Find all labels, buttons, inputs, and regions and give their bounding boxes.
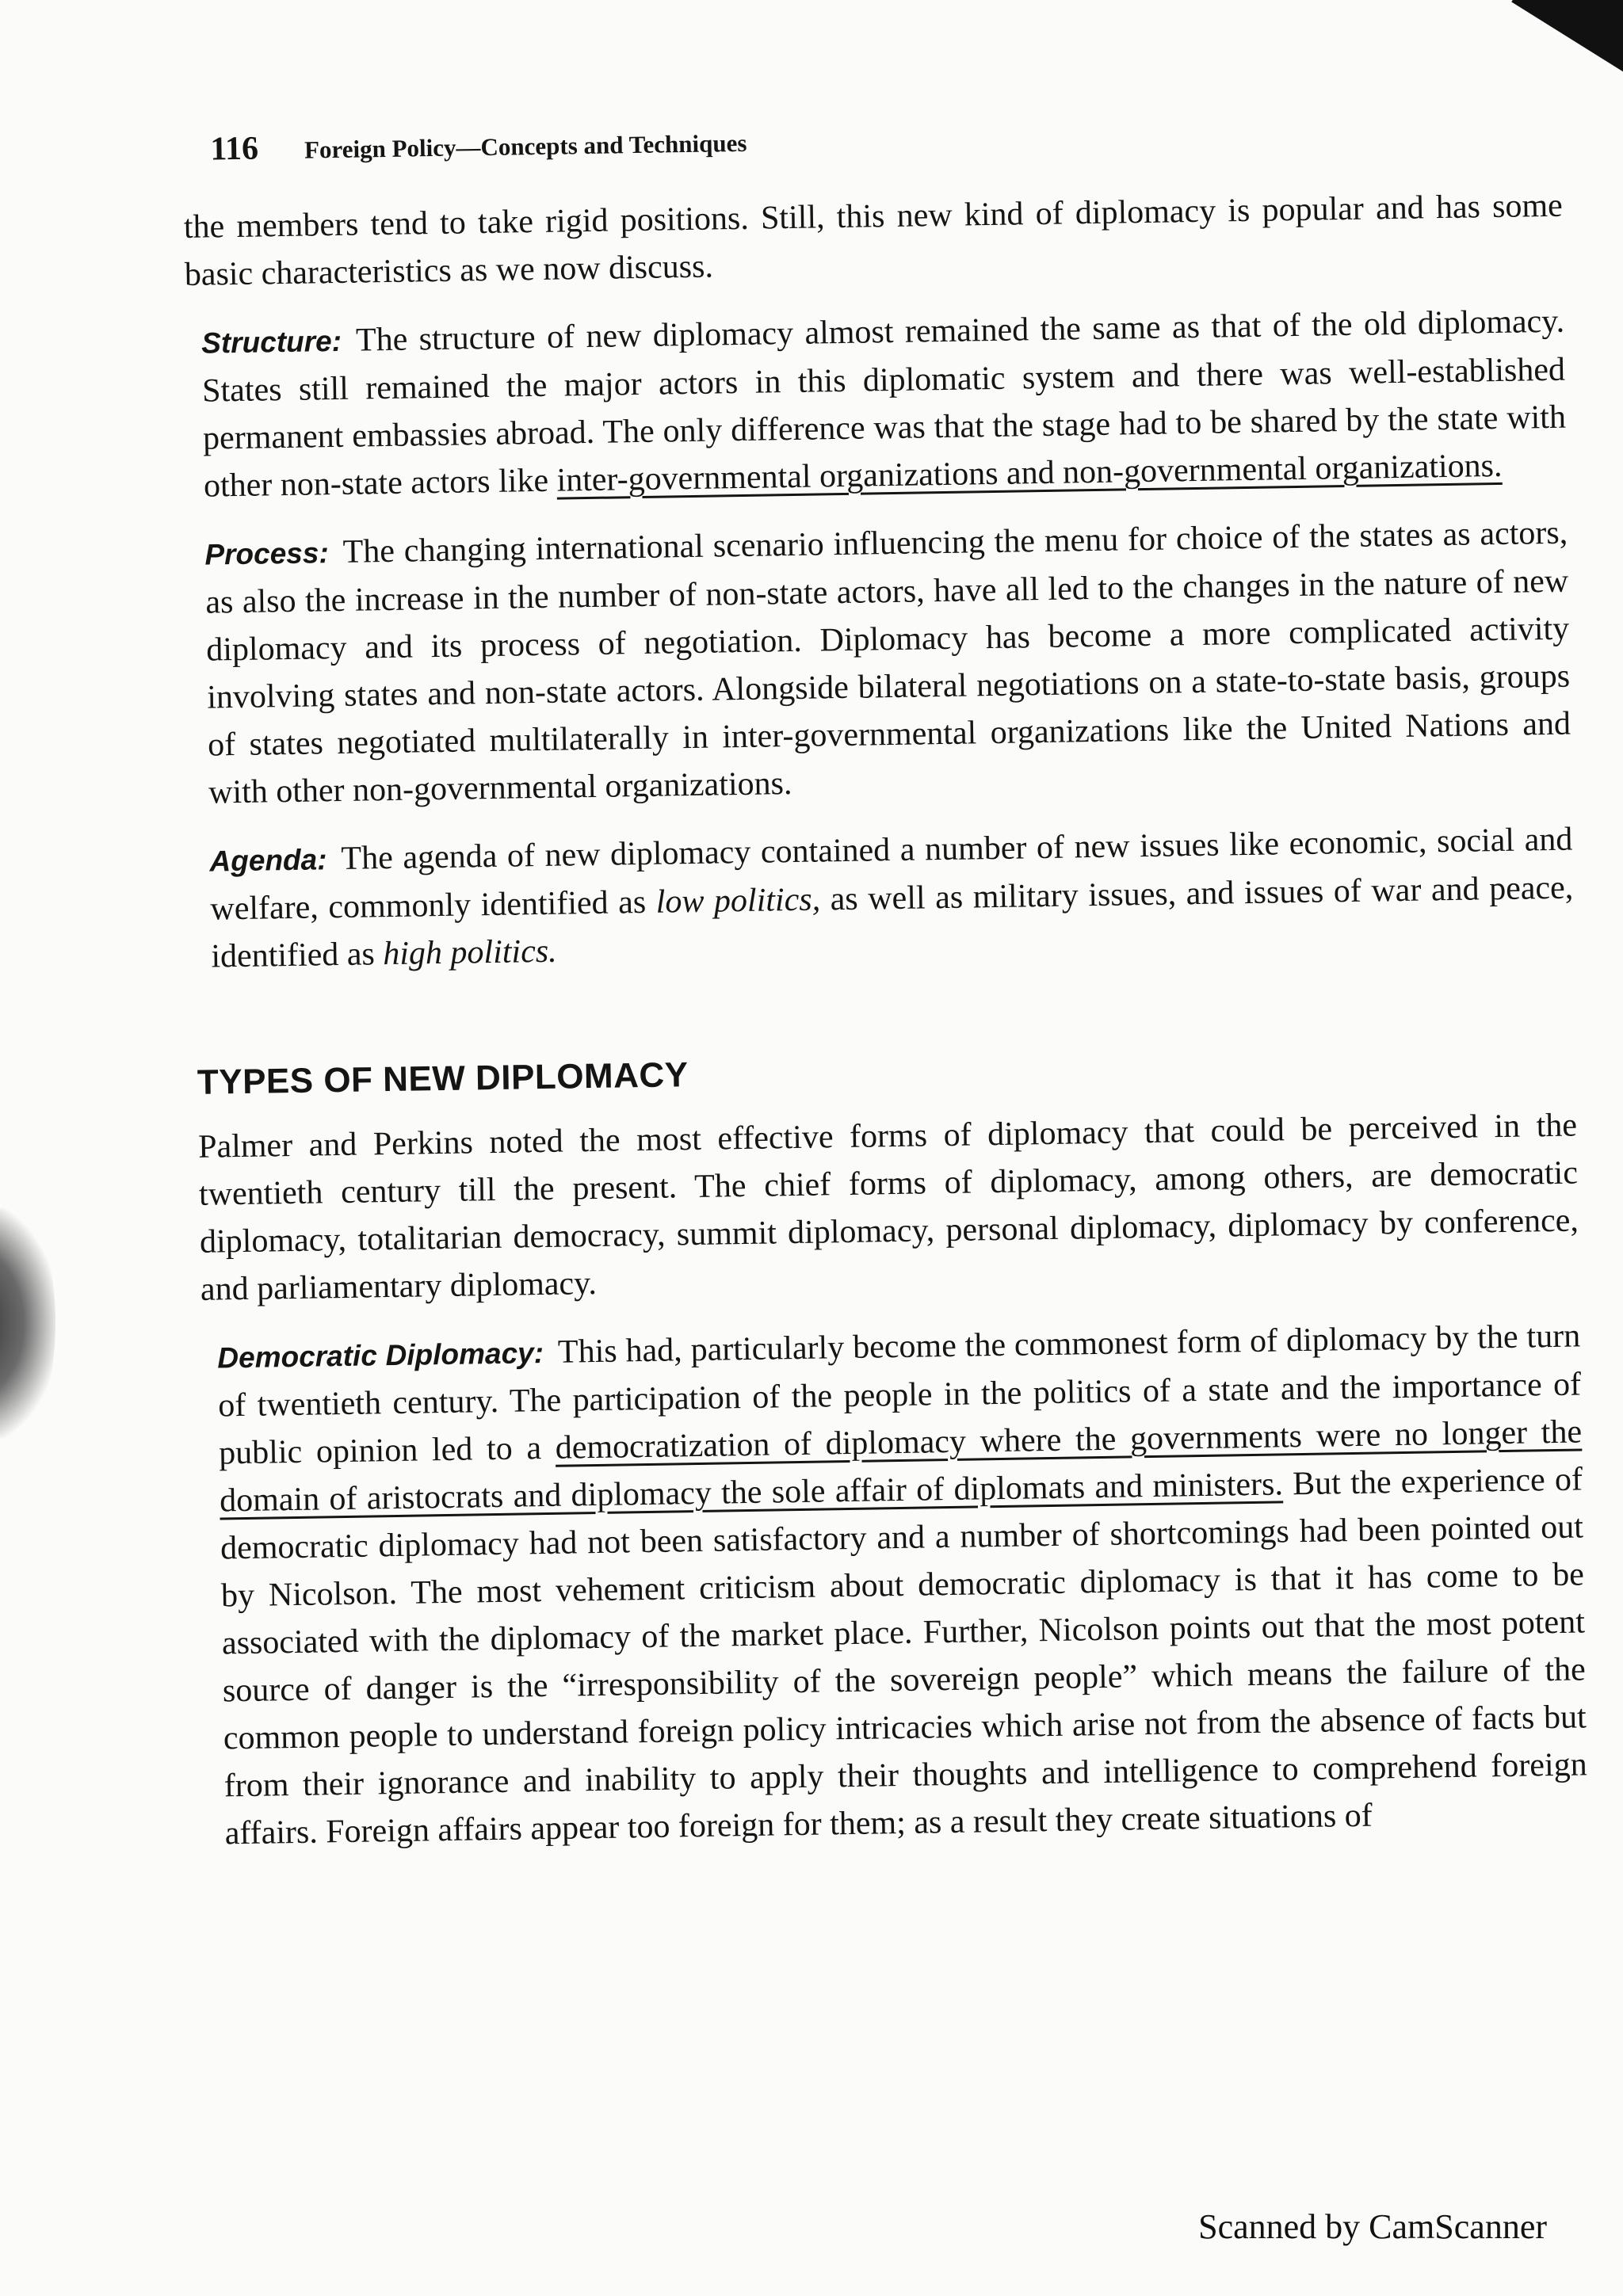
democratic-text-1: This had, particularly become the commonest form of diplomacy by the turn of twentieth century. The participation of the people in the politics of a state and the importance of public opinion led to a xyxy=(217,1318,1582,1472)
agenda-label: Agenda: xyxy=(209,843,327,878)
running-head: Foreign Policy—Concepts and Techniques xyxy=(304,128,747,164)
page-content xyxy=(182,109,1588,1878)
section-heading: TYPES OF NEW DIPLOMACY xyxy=(197,1055,689,1102)
structure-label: Structure: xyxy=(200,324,342,360)
page-header xyxy=(210,109,1562,169)
types-paragraph: Palmer and Perkins noted the most effective forms of diplomacy that could be perceived in the twentieth century till the present. The chief forms of diplomacy, among others, are democratic diplomacy, totalitarian democracy, summit diplomacy, personal diplomacy, diplomacy by conference, and parliamentary diplomacy. xyxy=(197,1107,1579,1308)
structure-paragraph xyxy=(185,298,1568,510)
agenda-high-politics: high politics. xyxy=(382,933,557,973)
process-text: The changing international scenario influencing the menu for choice of the states as actors, as also the increase in the number of non-state actors, have all led to the changes in the nature of new diplomacy and its process of negotiation. Diplomacy has become a more complicated activity involving states and non-state actors. Alongside bilateral negotiations on a state-to-state basis, groups of states negotiated multilaterally in inter-governmental organizations like the United Nations and with other non-governmental organizations. xyxy=(204,514,1571,811)
scan-corner-shadow xyxy=(1511,0,1623,78)
page-number: 116 xyxy=(210,130,259,168)
democratic-paragraph xyxy=(201,1312,1588,1857)
agenda-text-2: as well as military issues, and issues of war and peace, identified as xyxy=(211,869,1574,975)
scan-edge-shadow xyxy=(0,1204,55,1442)
process-paragraph xyxy=(189,509,1571,817)
democratic-underlined-text: democratization of diplomacy where the governments were no longer the domain of aristocrats and diplomacy the sole affair of diplomats and ministers. xyxy=(219,1413,1583,1520)
agenda-text-1: The agenda of new diplomacy contained a number of new issues like economic, social and welfare, commonly identified as xyxy=(210,821,1573,928)
structure-text: The structure of new diplomacy almost remained the same as that of the old diplomacy. States still remained the major actors in this diplomatic system and there was well-established permanent embassies abroad. The only difference was that the stage had to be shared by the state with other non-state actors like xyxy=(201,303,1567,505)
democratic-label: Democratic Diplomacy: xyxy=(217,1337,544,1375)
intro-paragraph: the members tend to take rigid positions. Still, this new kind of diplomacy is popular and has some basic characteristics as we now discuss. xyxy=(183,187,1564,293)
agenda-low-politics: low politics, xyxy=(655,881,821,921)
process-label: Process: xyxy=(204,536,330,571)
democratic-text-2: But the experience of democratic diplomacy had not been satisfactory and a number of shortcomings had been pointed out by Nicolson. The most vehement criticism about democratic diplomacy is that it has come to be associated with the diplomacy of the market place. Further, Nicolson points out that the most potent source of danger is the “irresponsibility of the sovereign people” which means the failure of the common people to understand foreign policy intricacies which arise not from the absence of facts but from their ignorance and inability to apply their thoughts and intelligence to comprehend foreign affairs. Foreign affairs appear too foreign for them; as a result they create situations of xyxy=(220,1461,1587,1852)
structure-underlined-text: inter-governmental organizations and non-governmental organizations. xyxy=(556,447,1503,499)
camscanner-watermark: Scanned by CamScanner xyxy=(1198,2207,1547,2246)
agenda-paragraph xyxy=(193,816,1575,981)
